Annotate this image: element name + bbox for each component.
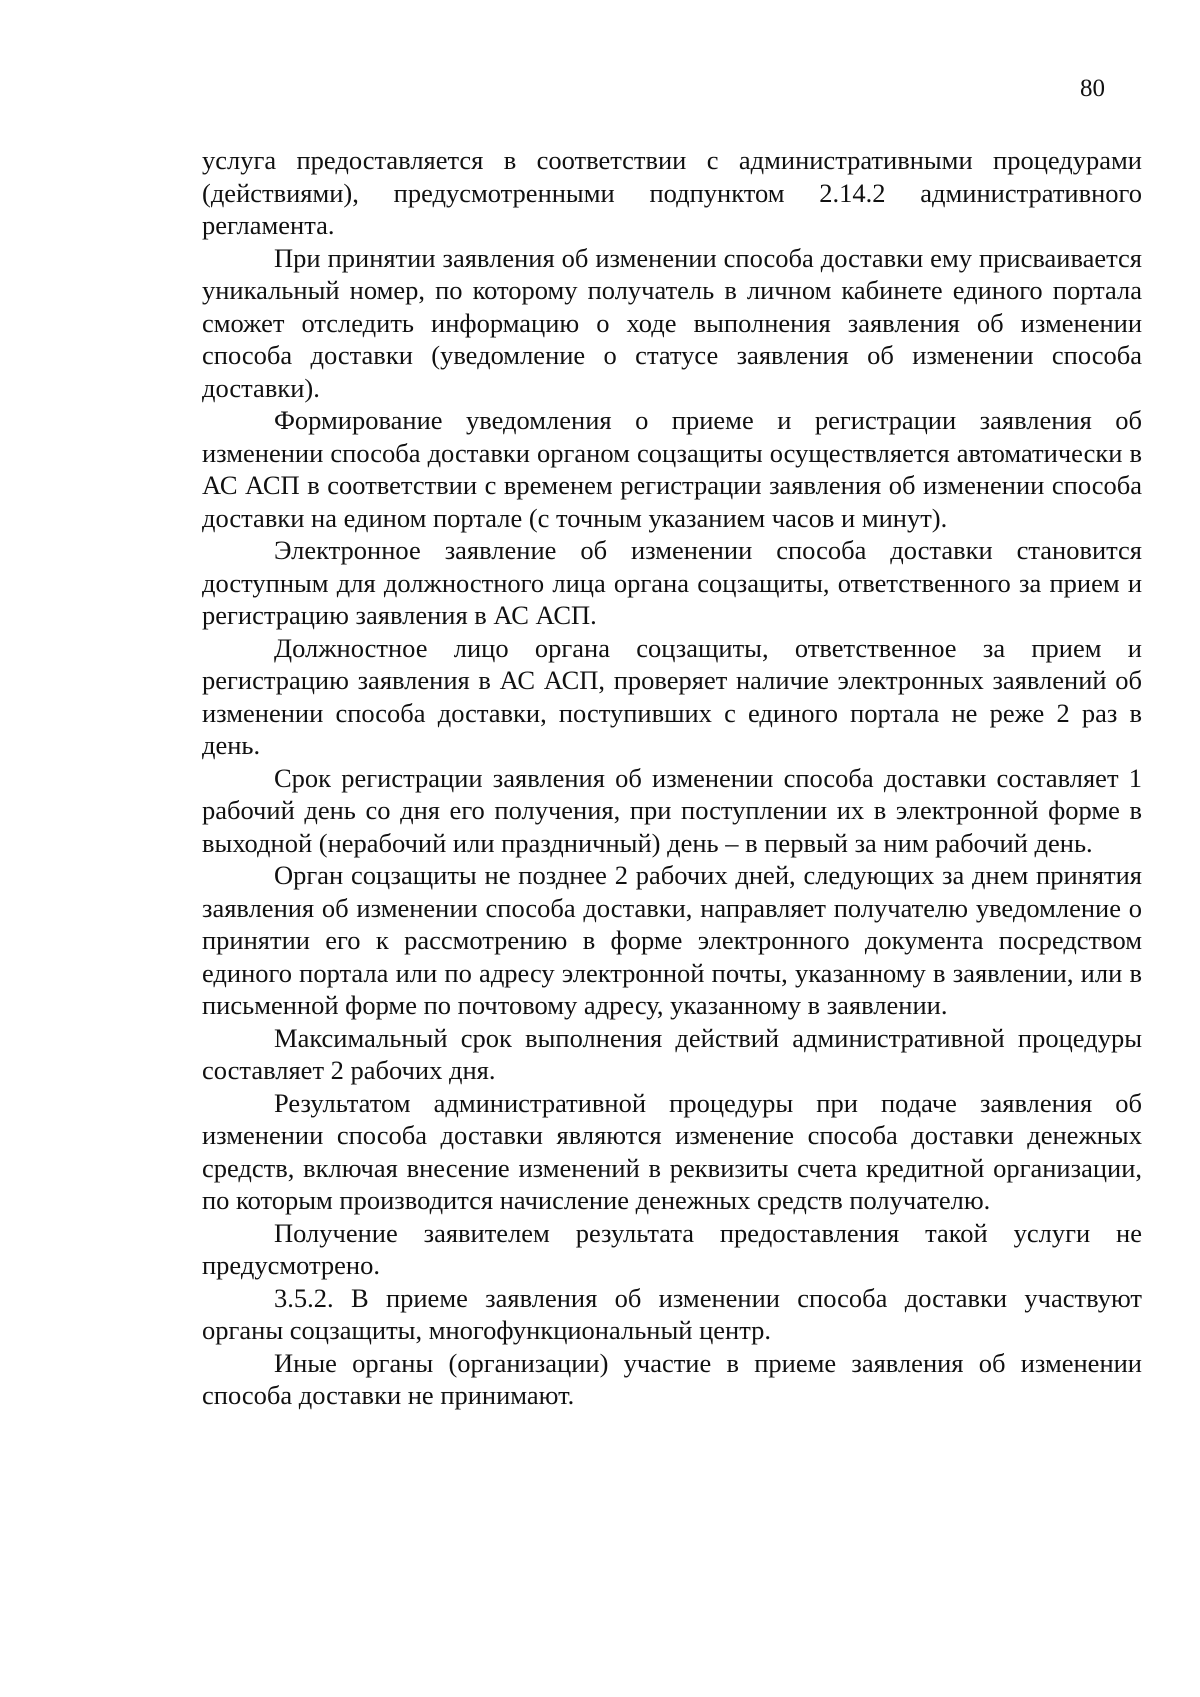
paragraph: Должностное лицо органа соцзащиты, ответственное за прием и регистрацию заявления в АС АСП, проверяет наличие электронных заявлений об изменении способа доставки, поступивших с единого портала не реже 2 раз в день. [202, 632, 1142, 760]
paragraph: Срок регистрации заявления об изменении способа доставки составляет 1 рабочий день со дня его получения, при поступлении их в электронной форме в выходной (нерабочий или праздничный) день – в первый за ним рабочий день. [202, 762, 1142, 858]
paragraph: Электронное заявление об изменении способа доставки становится доступным для должностного лица органа соцзащиты, ответственного за прием и регистрацию заявления в АС АСП. [202, 535, 1142, 630]
paragraph: Максимальный срок выполнения действий административной процедуры составляет 2 рабочих дня. [202, 1022, 1142, 1085]
paragraph: Получение заявителем результата предоставления такой услуги не предусмотрено. [202, 1217, 1142, 1280]
paragraph: Иные органы (организации) участие в приеме заявления об изменении способа доставки не принимают. [202, 1347, 1142, 1410]
document-body [202, 144, 1142, 1412]
page-number: 80 [1080, 75, 1105, 102]
paragraph-continuation: услуга предоставляется в соответствии с административными процедурами (действиями), предусмотренными подпунктом 2.14.2 административного регламента. [202, 145, 1142, 240]
paragraph-section-3-5-2: 3.5.2. В приеме заявления об изменении способа доставки участвуют органы соцзащиты, многофункциональный центр. [202, 1282, 1142, 1345]
paragraph: Формирование уведомления о приеме и регистрации заявления об изменении способа доставки органом соцзащиты осуществляется автоматически в АС АСП в соответствии с временем регистрации заявления об изменении способа доставки на едином портале (с точным указанием часов и минут). [202, 405, 1142, 533]
paragraph: Результатом административной процедуры при подаче заявления об изменении способа доставки являются изменение способа доставки денежных средств, включая внесение изменений в реквизиты счета кредитной организации, по которым производится начисление денежных средств получателю. [202, 1087, 1142, 1215]
paragraph: При принятии заявления об изменении способа доставки ему присваивается уникальный номер, по которому получатель в личном кабинете единого портала сможет отследить информацию о ходе выполнения заявления об изменении способа доставки (уведомление о статусе заявления об изменении способа доставки). [202, 242, 1142, 403]
paragraph: Орган соцзащиты не позднее 2 рабочих дней, следующих за днем принятия заявления об изменении способа доставки, направляет получателю уведомление о принятии его к рассмотрению в форме электронного документа посредством единого портала или по адресу электронной почты, указанному в заявлении, или в письменной форме по почтовому адресу, указанному в заявлении. [202, 860, 1142, 1020]
